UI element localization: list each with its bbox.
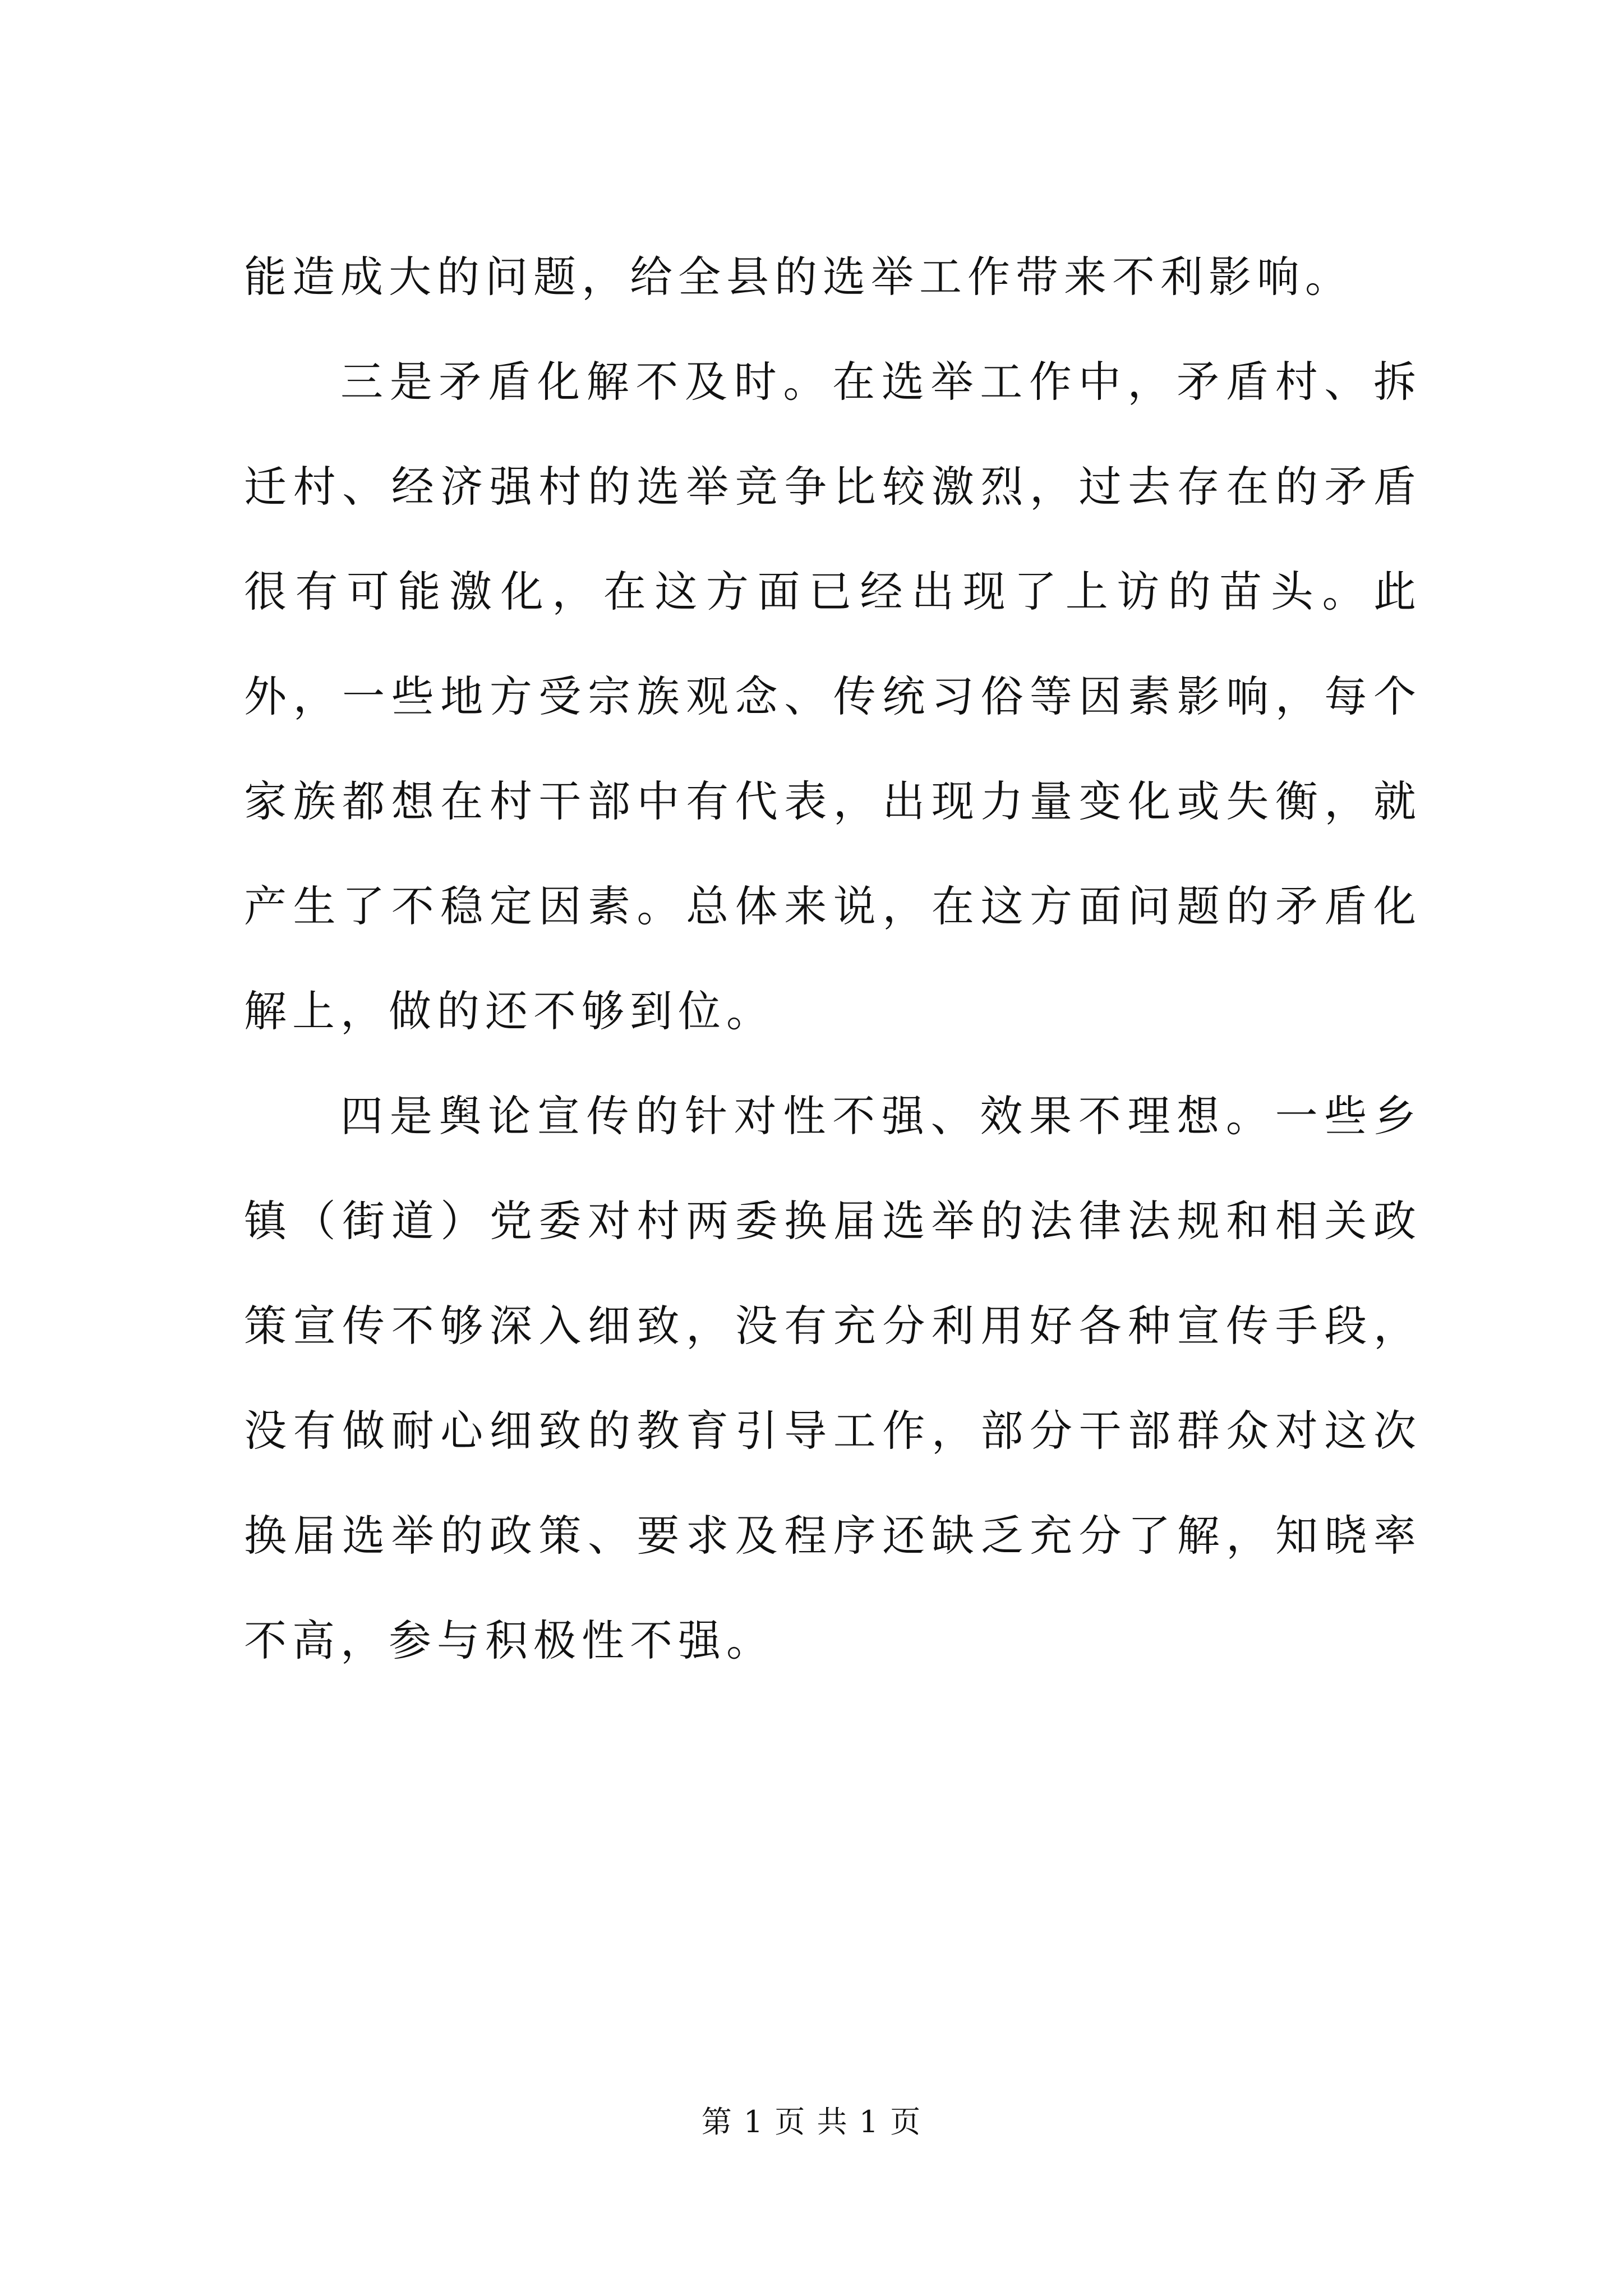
paragraph-contradiction-resolution: 三是矛盾化解不及时。在选举工作中，矛盾村、拆迁村、经济强村的选举竞争比较激烈，过去存在的矛盾很有可能激化，在这方面已经出现了上访的苗头。此外，一些地方受宗族观念、传统习俗等因素影响，每个家族都想在村干部中有代表，出现力量变化或失衡，就产生了不稳定因素。总体来说，在这方面问题的矛盾化解上，做的还不够到位。 <box>244 357 1422 1036</box>
page-footer: 第 1 页 共 1 页 <box>701 2104 922 2139</box>
paragraph-publicity: 四是舆论宣传的针对性不强、效果不理想。一些乡镇（街道）党委对村两委换届选举的法律法规和相关政策宣传不够深入细致，没有充分利用好各种宣传手段，没有做耐心细致的教育引导工作，部分干部群众对这次换届选举的政策、要求及程序还缺乏充分了解，知晓率不高，参与积极性不强。 <box>244 1091 1422 1665</box>
document-body <box>244 224 1422 1693</box>
paragraph-continuation: 能造成大的问题，给全县的选举工作带来不利影响。 <box>244 252 1353 302</box>
